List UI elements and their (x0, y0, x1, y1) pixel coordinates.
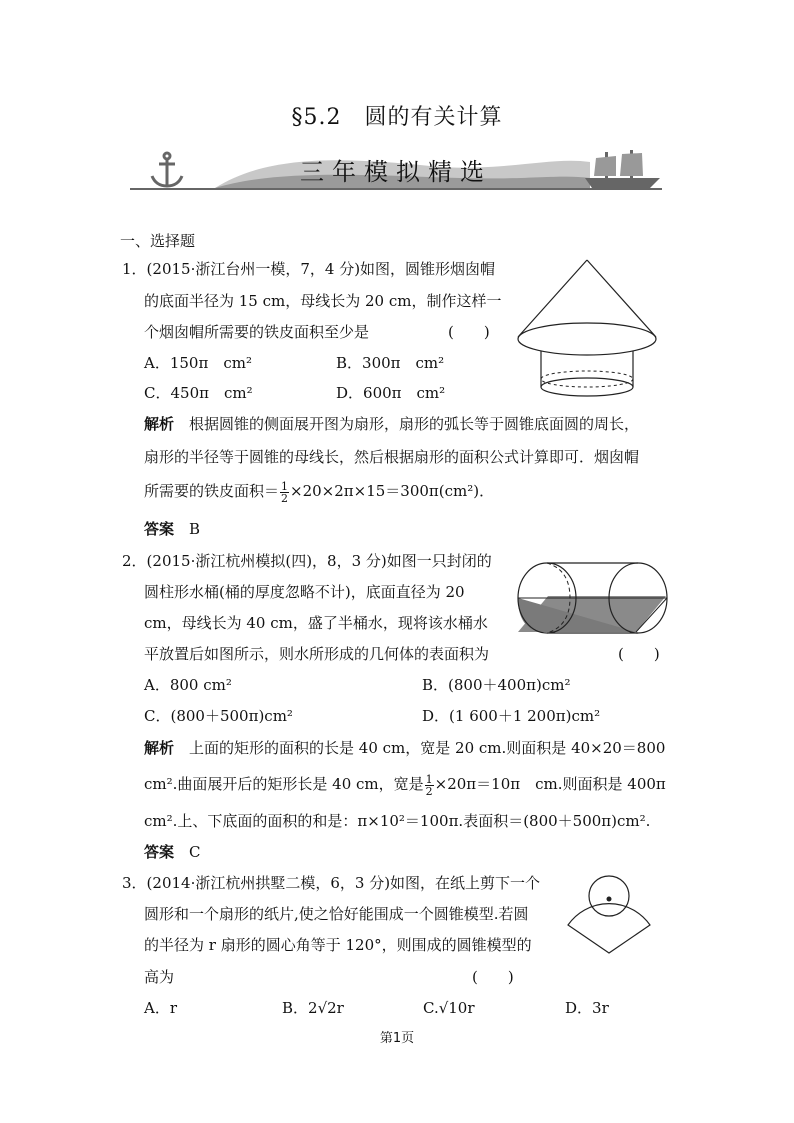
q1-analysis-line-1 (144, 413, 639, 435)
banner-text: 三年模拟精选 (300, 158, 492, 186)
section-heading: 一、选择题 (120, 232, 196, 250)
q1-analysis-line-3 (144, 480, 494, 504)
q1-analysis-text-3b: ×20×2π×15＝300π(cm²)． (290, 482, 495, 500)
q1-answer-value: B (189, 520, 201, 538)
q3-option-b: B．2√2r (282, 999, 344, 1017)
q3-line-1: 3．(2014·浙江杭州拱墅二模，6，3 分)如图，在纸上剪下一个 (122, 874, 541, 892)
banner (130, 148, 662, 194)
q2-option-b: B．(800＋400π)cm² (422, 676, 571, 694)
q2-analysis-line-1 (144, 737, 665, 759)
q2-option-a: A．800 cm² (144, 676, 232, 694)
q2-option-c: C．(800＋500π)cm² (144, 707, 293, 725)
q1-answer-label: 答案 (144, 520, 175, 538)
q2-line-4: 平放置后如图所示，则水所形成的几何体的表面积为 (144, 645, 490, 663)
q3-line-4: 高为 (144, 968, 175, 986)
q3-answer-paren: ( ) (472, 968, 514, 986)
q2-answer-value: C (189, 843, 201, 861)
q2-frac-den: 2 (425, 784, 433, 798)
q1-analysis-text-1: 根据圆锥的侧面展开图为扇形，扇形的弧长等于圆锥底面圆的周长， (189, 415, 640, 433)
q1-line-3: 个烟囱帽所需要的铁皮面积至少是 (144, 323, 370, 341)
q2-analysis-text-1: 上面的矩形的面积的长是 40 cm，宽是 20 cm.则面积是 40×20＝800 (189, 739, 666, 757)
q1-analysis-text-3a: 所需要的铁皮面积＝ (144, 482, 280, 500)
q3-option-d: D．3r (565, 999, 609, 1017)
q2-analysis-text-2b: ×20π＝10π cm.则面积是 400π (434, 775, 666, 793)
q1-analysis-line-2: 扇形的半径等于圆锥的母线长，然后根据扇形的面积公式计算即可．烟囱帽 (144, 448, 640, 466)
q2-answer-label: 答案 (144, 843, 175, 861)
cone-chimney-figure (512, 255, 662, 405)
q1-analysis-label: 解析 (144, 415, 175, 433)
q1-option-a: A．150π cm² (144, 354, 252, 372)
q1-answer-paren: ( ) (448, 323, 490, 341)
q3-line-2: 圆形和一个扇形的纸片,使之恰好能围成一个圆锥模型.若圆 (144, 905, 529, 923)
q1-frac-den: 2 (281, 491, 289, 505)
q2-line-3: cm，母线长为 40 cm，盛了半桶水，现将该水桶水 (144, 614, 488, 632)
q1-option-d: D．600π cm² (336, 384, 446, 402)
q2-option-d: D．(1 600＋1 200π)cm² (422, 707, 601, 725)
q1-line-2: 的底面半径为 15 cm，母线长为 20 cm，制作这样一 (144, 292, 502, 310)
horizontal-bucket-figure (512, 560, 672, 636)
q1-option-b: B．300π cm² (336, 354, 445, 372)
q1-fraction (280, 481, 289, 504)
page-title: §5.2 圆的有关计算 (291, 105, 503, 130)
q2-frac-num: 1 (425, 772, 433, 786)
q2-analysis-line-2 (144, 773, 666, 797)
q2-line-2: 圆柱形水桶(桶的厚度忽略不计)，底面直径为 20 (144, 583, 465, 601)
q1-line-1: 1．(2015·浙江台州一模，7，4 分)如图，圆锥形烟囱帽 (122, 260, 496, 278)
q2-analysis-text-2a: cm².曲面展开后的矩形长是 40 cm，宽是 (144, 775, 424, 793)
q2-analysis-line-3: cm².上、下底面的面积的和是：π×10²＝100π.表面积＝(800＋500π)cm². (144, 812, 651, 830)
q1-frac-num: 1 (281, 479, 289, 493)
q2-line-1: 2．(2015·浙江杭州模拟(四)，8，3 分)如图一只封闭的 (122, 552, 492, 570)
q2-answer-paren: ( ) (618, 645, 660, 663)
q3-option-c: C.√10r (423, 999, 475, 1017)
page-number: 第1页 (379, 1031, 415, 1046)
q2-fraction (425, 774, 434, 797)
q3-line-3: 的半径为 r 扇形的圆心角等于 120°，则围成的圆锥模型的 (144, 936, 532, 954)
q3-option-a: A．r (144, 999, 178, 1017)
q2-analysis-label: 解析 (144, 739, 175, 757)
q1-answer-line (144, 518, 200, 540)
circle-sector-figure (562, 873, 670, 963)
q2-answer-line (144, 841, 201, 863)
q1-option-c: C．450π cm² (144, 384, 253, 402)
